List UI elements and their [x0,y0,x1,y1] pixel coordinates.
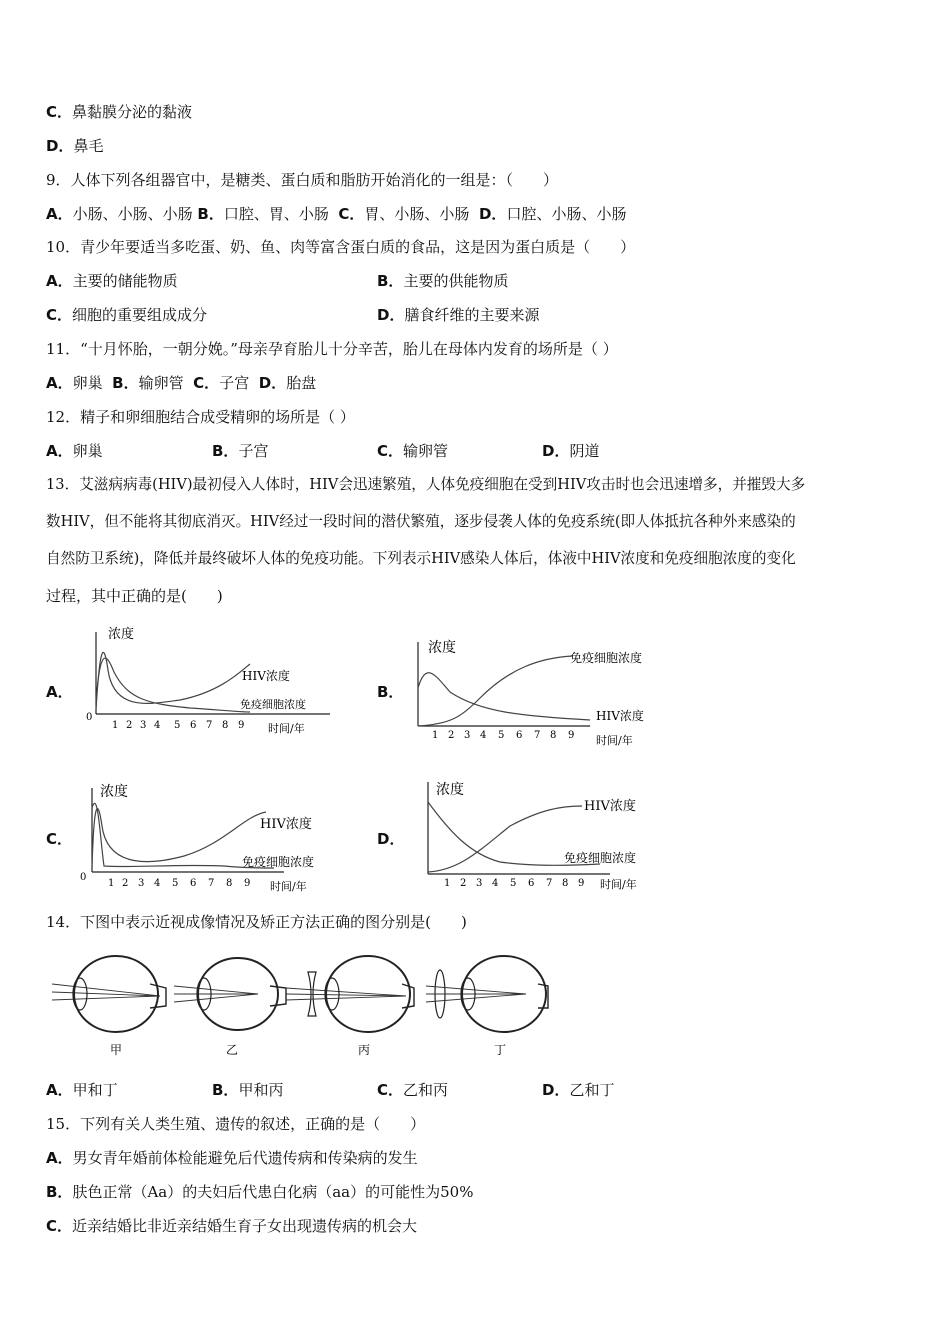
graph-a-immune-curve [96,658,250,712]
graph-c-xlabel: 时间/年 [270,880,307,893]
eye-label: 丙 [358,1043,371,1057]
eye-label: 甲 [110,1043,123,1057]
graph-c-tick: 2 [122,878,129,889]
graph-b-tick: 5 [498,730,505,741]
graph-a-tick: 3 [140,720,147,731]
graph-b-letter: B． [377,683,404,701]
graph-a-tick: 1 [112,720,119,731]
q12-option-d: D．阴道 [542,442,600,460]
graph-d-tick: 8 [562,878,569,889]
graph-b-tick: 9 [568,730,575,741]
q10-option-d: D．膳食纤维的主要来源 [377,306,540,324]
q8-option-d: D．鼻毛 [46,137,104,155]
eye-ding [426,956,548,1057]
graph-a-tick: 5 [174,720,181,731]
graph-b-curve1-label: 免疫细胞浓度 [570,651,643,665]
graph-b-tick: 8 [550,730,557,741]
q12-option-c: C．输卵管 [377,442,449,460]
graph-d-tick: 5 [510,878,517,889]
graph-d-tick: 1 [444,878,451,889]
graph-a-tick: 4 [154,720,161,731]
graph-c [74,778,354,896]
q11-stem: 11．“十月怀胎，一朝分娩。”母亲孕育胎儿十分辛苦，胎儿在母体内发育的场所是（ ） [46,340,618,358]
graph-a-letter: A． [46,683,73,701]
eye-yi [174,958,286,1057]
graph-b-ylabel: 浓度 [428,640,456,656]
graph-a-tick: 9 [238,720,245,731]
graph-b-xlabel: 时间/年 [596,734,633,747]
q13-line-1: 13．艾滋病病毒(HIV)最初侵入人体时，HIV会迅速繁殖，人体免疫细胞在受到HIV攻击时也会迅速增多，并摧毁大多 [46,476,806,493]
graph-d-tick: 6 [528,878,535,889]
eye-label: 乙 [226,1043,239,1057]
graph-d [410,774,680,894]
graph-d-tick: 3 [476,878,483,889]
graph-c-curve2-label: 免疫细胞浓度 [242,855,315,869]
graph-b-tick: 3 [464,730,471,741]
q12-stem: 12．精子和卵细胞结合成受精卵的场所是（ ） [46,408,355,426]
q9-stem: 9．人体下列各组器官中，是糖类、蛋白质和脂肪开始消化的一组是：（ ） [46,171,559,189]
graph-c-letter: C． [46,830,73,848]
graph-b-curve2-label: HIV浓度 [596,709,644,723]
eye-jia [52,956,166,1057]
graph-b-tick: 1 [432,730,439,741]
graph-a-tick: 7 [206,720,213,731]
q14-option-d: D．乙和丁 [542,1081,615,1099]
graph-d-xlabel: 时间/年 [600,878,637,891]
eye-bing [286,956,414,1057]
graph-c-tick: 5 [172,878,179,889]
graph-c-tick: 3 [138,878,145,889]
graph-c-tick: 1 [108,878,115,889]
q14-option-c: C．乙和丙 [377,1081,449,1099]
q9-options: A．小肠、小肠、小肠 B．口腔、胃、小肠 C．胃、小肠、小肠 D．口腔、小肠、小肠 [46,205,627,223]
graph-d-tick: 9 [578,878,585,889]
graph-c-origin: 0 [80,872,87,883]
graph-b-tick: 2 [448,730,455,741]
graph-d-tick: 4 [492,878,499,889]
graph-b-immune-curve [418,656,572,726]
q11-options: A．卵巢 B．输卵管 C．子宫 D．胎盘 [46,374,317,392]
q15-stem: 15．下列有关人类生殖、遗传的叙述，正确的是（ ） [46,1115,426,1133]
q14-option-b: B．甲和丙 [212,1081,284,1099]
graph-c-curve1-label: HIV浓度 [260,817,312,832]
eye-diagrams [50,944,560,1062]
q13-line-3: 自然防卫系统)，降低并最终破坏人体的免疫功能。下列表示HIV感染人体后，体液中HIV浓度和免疫细胞浓度的变化 [46,550,796,567]
q10-option-b: B．主要的供能物质 [377,272,509,290]
graph-b-tick: 7 [534,730,541,741]
graph-d-tick: 7 [546,878,553,889]
graph-c-tick: 6 [190,878,197,889]
graph-a-xlabel: 时间/年 [268,722,305,735]
graph-a-ticks [112,720,244,731]
graph-c-tick: 9 [244,878,251,889]
graph-a-origin: 0 [86,712,93,723]
graph-d-curve1-label: HIV浓度 [584,799,636,814]
eye-label: 丁 [494,1043,507,1057]
graph-a [80,622,340,742]
graph-c-tick: 4 [154,878,161,889]
q14-stem: 14．下图中表示近视成像情况及矫正方法正确的图分别是( ) [46,913,467,931]
q12-option-b: B．子宫 [212,442,269,460]
graph-d-ylabel: 浓度 [436,782,464,798]
q10-option-a: A．主要的储能物质 [46,272,178,290]
graph-a-tick: 2 [126,720,133,731]
q15-option-c: C．近亲结婚比非近亲结婚生育子女出现遗传病的机会大 [46,1217,418,1235]
graph-c-hiv-curve [92,809,266,868]
graph-c-tick: 7 [208,878,215,889]
q15-option-a: A．男女青年婚前体检能避免后代遗传病和传染病的发生 [46,1149,418,1167]
graph-a-ylabel: 浓度 [108,627,135,642]
q13-line-4: 过程，其中正确的是( ) [46,587,223,605]
q10-stem: 10．青少年要适当多吃蛋、奶、鱼、肉等富含蛋白质的食品，这是因为蛋白质是（ ） [46,238,636,256]
graph-b [400,632,670,748]
graph-d-letter: D． [377,830,405,848]
q15-option-b: B．肤色正常（Aa）的夫妇后代患白化病（aa）的可能性为50% [46,1183,474,1201]
graph-b-hiv-curve [418,673,590,720]
graph-a-curve1-label: HIV浓度 [242,669,290,683]
graph-a-curve2-label: 免疫细胞浓度 [240,698,306,711]
q8-option-c: C．鼻黏膜分泌的黏液 [46,103,193,121]
graph-a-tick: 6 [190,720,197,731]
graph-c-ticks [108,878,250,889]
q10-option-c: C．细胞的重要组成成分 [46,306,208,324]
graph-b-ticks [432,730,574,741]
graph-d-curve2-label: 免疫细胞浓度 [564,851,637,865]
graph-a-tick: 8 [222,720,229,731]
graph-c-tick: 8 [226,878,233,889]
q13-line-2: 数HIV，但不能将其彻底消灭。HIV经过一段时间的潜伏繁殖，逐步侵袭人体的免疫系统(即人体抵抗各种外来感染的 [46,513,796,530]
graph-b-tick: 4 [480,730,487,741]
graph-d-tick: 2 [460,878,467,889]
graph-b-tick: 6 [516,730,523,741]
q14-option-a: A．甲和丁 [46,1081,118,1099]
graph-d-ticks [444,878,584,889]
q12-option-a: A．卵巢 [46,442,103,460]
graph-c-ylabel: 浓度 [100,784,128,800]
